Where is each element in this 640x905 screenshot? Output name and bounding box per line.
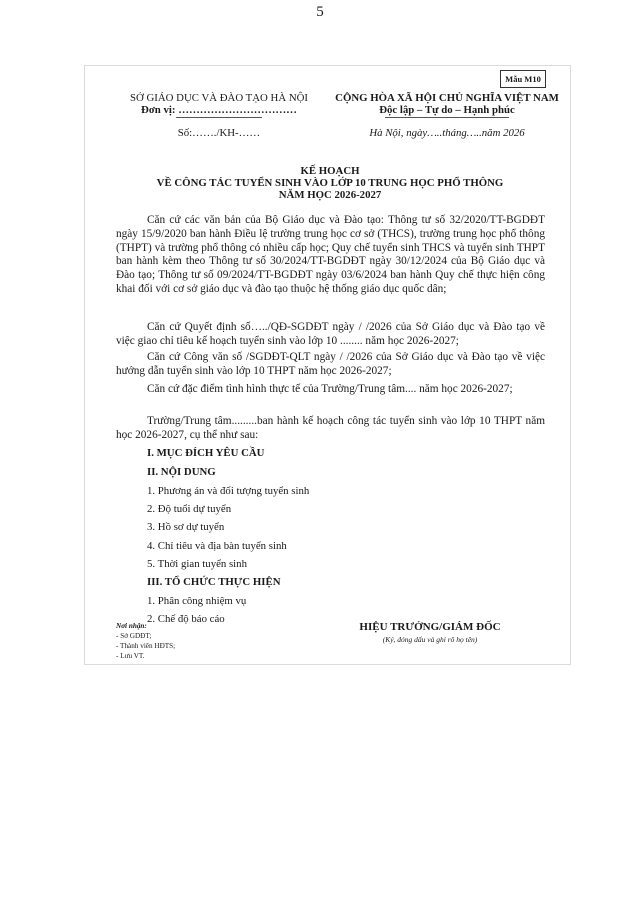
section-2-item: 3. Hồ sơ dự tuyển bbox=[147, 521, 225, 533]
unit-field: Đơn vị: …………………………… bbox=[141, 104, 297, 116]
recipient-item: - Lưu VT. bbox=[116, 652, 145, 660]
form-code-badge: Mẫu M10 bbox=[500, 70, 546, 88]
section-2-item: 5. Thời gian tuyển sinh bbox=[147, 558, 247, 570]
legal-basis-paragraph-3 bbox=[116, 351, 545, 379]
section-3-item: 1. Phân công nhiệm vụ bbox=[147, 595, 247, 607]
document-subtitle: VỀ CÔNG TÁC TUYỂN SINH VÀO LỚP 10 TRUNG HỌC PHỔ THÔNG bbox=[156, 177, 504, 189]
national-motto: Độc lập – Tự do – Hạnh phúc bbox=[379, 104, 515, 116]
paragraph-text: Căn cứ Công văn số /SGDĐT-QLT ngày / /2026 của Sở Giáo dục và Đào tạo về việc hướng dẫn tuyển sinh vào lớp 10 THPT năm học 2026-2027; bbox=[116, 351, 545, 377]
paragraph-text: Căn cứ các văn bản của Bộ Giáo dục và Đào tạo: Thông tư số 32/2020/TT-BGDĐT ngày 15/9/2020 ban hành Điều lệ trường trung học cơ sở (THCS), trường trung học phổ thông (THPT) và trường phổ thông có nhiều cấp học; Quy chế tuyển sinh THCS và tuyển sinh THPT ban hành kèm theo Thông tư số 30/2024/TT-BGDĐT ngày 30/12/2024 của Bộ Giáo dục và Đào tạo; Thông tư số 09/2024/TT-BGDĐT ngày 03/6/2024 ban hành Quy chế thực hiện công khai đối với cơ sở giáo dục và đào tạo thuộc hệ thống giáo dục quốc dân; bbox=[116, 214, 545, 295]
school-year-title: NĂM HỌC 2026-2027 bbox=[278, 189, 382, 201]
paragraph-text: Căn cứ đặc điểm tình hình thực tế của Trường/Trung tâm.... năm học 2026-2027; bbox=[147, 383, 513, 395]
legal-basis-paragraph-1 bbox=[116, 214, 545, 297]
nation-name: CỘNG HÒA XÃ HỘI CHỦ NGHĨA VIỆT NAM bbox=[335, 92, 559, 104]
signatory-title: HIỆU TRƯỞNG/GIÁM ĐỐC bbox=[359, 621, 501, 633]
signature-note: (Ký, đóng dấu và ghi rõ họ tên) bbox=[382, 635, 478, 644]
recipient-item: - Sở GDĐT; bbox=[116, 632, 152, 640]
recipients-block bbox=[116, 621, 175, 661]
section-2-item: 1. Phương án và đối tượng tuyển sinh bbox=[147, 485, 310, 497]
header-left-underline bbox=[176, 117, 262, 118]
section-2-item: 4. Chỉ tiêu và địa bàn tuyển sinh bbox=[147, 540, 287, 552]
paragraph-text: Căn cứ Quyết định số…../QĐ-SGDĐT ngày / /2026 của Sở Giáo dục và Đào tạo về việc giao chỉ tiêu kế hoạch tuyển sinh vào lớp 10 ........ năm học 2026-2027; bbox=[116, 321, 545, 347]
page-number: 5 bbox=[316, 4, 324, 20]
place-date: Hà Nội, ngày…..tháng…..năm 2026 bbox=[369, 127, 525, 139]
section-1-heading: I. MỤC ĐÍCH YÊU CẦU bbox=[147, 447, 265, 459]
section-2-item: 2. Độ tuổi dự tuyển bbox=[147, 503, 232, 515]
intro-paragraph bbox=[116, 415, 545, 443]
agency-name: SỞ GIÁO DỤC VÀ ĐÀO TẠO HÀ NỘI bbox=[129, 92, 309, 104]
legal-basis-paragraph-2 bbox=[116, 321, 545, 349]
header-right-underline bbox=[385, 117, 509, 118]
paragraph-text: Trường/Trung tâm.........ban hành kế hoạch công tác tuyển sinh vào lớp 10 THPT năm học 2026-2027, cụ thể như sau: bbox=[116, 415, 545, 441]
section-3-item: 2. Chế độ báo cáo bbox=[147, 613, 225, 625]
document-title: KẾ HOẠCH bbox=[300, 165, 360, 177]
document-number: Số:……./KH-…… bbox=[177, 127, 261, 139]
section-3-heading: III. TỔ CHỨC THỰC HIỆN bbox=[147, 576, 281, 588]
section-2-heading: II. NỘI DUNG bbox=[147, 466, 216, 478]
recipient-item: - Thành viên HĐTS; bbox=[116, 642, 176, 650]
legal-basis-paragraph-4 bbox=[116, 383, 545, 397]
recipients-label: Nơi nhận: bbox=[116, 622, 147, 630]
